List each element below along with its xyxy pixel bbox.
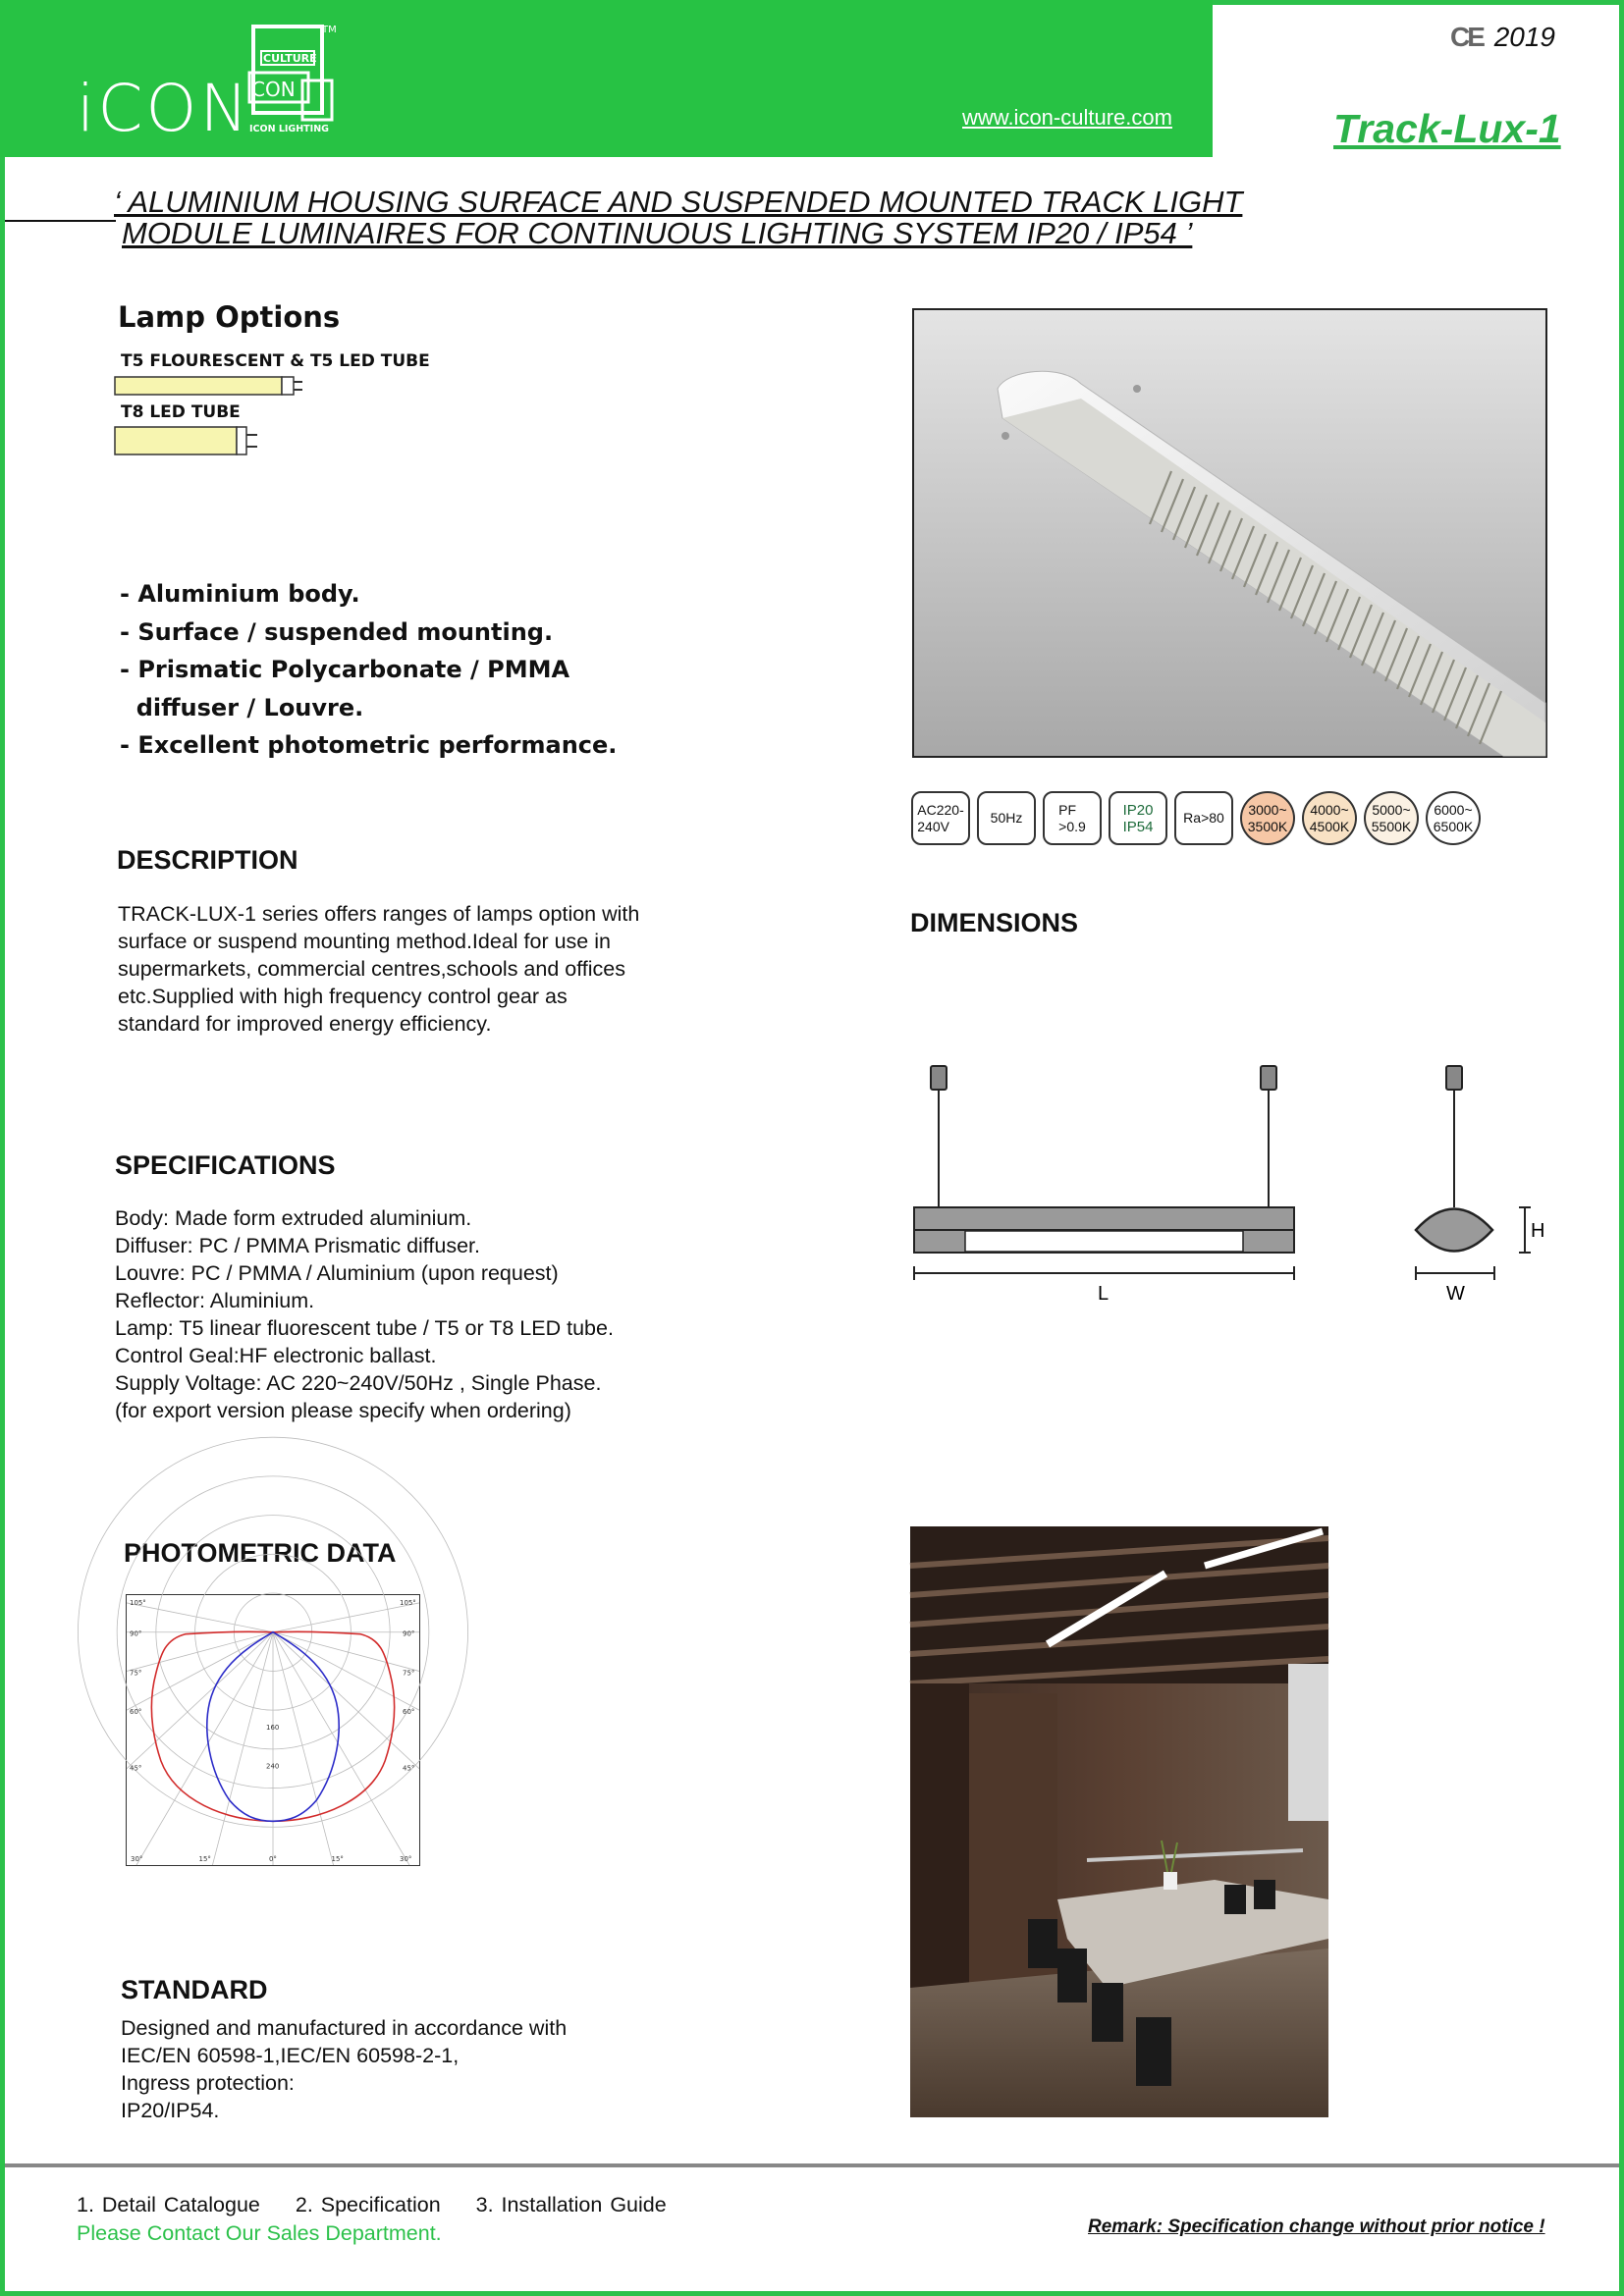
luminaire-image — [914, 310, 1545, 756]
badge-cct-3000: 3000~ 3500K — [1240, 791, 1295, 845]
footer-link-specification[interactable]: 2. Specification — [295, 2193, 441, 2216]
footer-contact: Please Contact Our Sales Department. — [77, 2221, 442, 2245]
polar-radial-label: 160 — [266, 1724, 280, 1733]
logo-tm: TM — [322, 25, 337, 35]
brand-logo-text: iCON — [77, 71, 251, 146]
footer-divider — [5, 2163, 1619, 2167]
lamp-option-t8-label: T8 LED TUBE — [121, 402, 241, 422]
lamp-option-t5-label: T5 FLOURESCENT & T5 LED TUBE — [121, 351, 430, 371]
ce-year — [1450, 22, 1555, 53]
photometric-title: PHOTOMETRIC DATA — [124, 1538, 397, 1568]
polar-angle-label: 75° — [403, 1669, 415, 1678]
badge-frequency: 50Hz — [977, 791, 1036, 845]
headline-line-1: ‘ ALUMINIUM HOUSING SURFACE AND SUSPENDED MOUNTED TRACK LIGHT — [114, 185, 1243, 219]
spec-badges — [911, 791, 1481, 845]
headline-line-2: MODULE LUMINAIRES FOR CONTINUOUS LIGHTING SYSTEM IP20 / IP54 ’ — [122, 216, 1193, 250]
headline-rule — [5, 220, 116, 222]
badge-power-factor: PF >0.9 — [1043, 791, 1102, 845]
t5-tube-icon — [114, 374, 306, 398]
standard-line: IP20/IP54. — [121, 2099, 220, 2122]
polar-angle-label: 75° — [130, 1669, 142, 1678]
badge-cct-4000: 4000~ 4500K — [1302, 791, 1357, 845]
polar-angle-label: 105° — [400, 1598, 416, 1607]
polar-angle-label: 60° — [130, 1708, 142, 1717]
photometric-polar-diagram — [126, 1594, 420, 1866]
polar-angle-label: 45° — [130, 1764, 142, 1773]
spec-line: Louvre: PC / PMMA / Aluminium (upon request) — [115, 1261, 559, 1285]
spec-line: Control Geal:HF electronic ballast. — [115, 1344, 437, 1367]
header-banner — [0, 0, 1213, 157]
application-photo — [910, 1526, 1328, 2117]
description-title: DESCRIPTION — [117, 845, 298, 875]
polar-angle-label: 60° — [403, 1708, 415, 1717]
ce-mark-icon: CE — [1450, 22, 1483, 52]
polar-angle-label: 105° — [130, 1598, 146, 1607]
logo-box-top-text: CULTURE — [263, 52, 317, 65]
brand-logo-mark — [245, 22, 344, 139]
polar-bottom-label: 30° — [400, 1855, 412, 1864]
polar-bottom-label: 15° — [198, 1855, 211, 1864]
t8-tube-icon — [114, 424, 261, 457]
description-text — [118, 900, 639, 1038]
description-line: standard for improved energy efficiency. — [118, 1012, 492, 1036]
standard-line: IEC/EN 60598-1,IEC/EN 60598-2-1, — [121, 2044, 460, 2067]
footer-remark: Remark: Specification change without prior notice ! — [1088, 2216, 1545, 2237]
standard-text — [121, 2014, 567, 2124]
polar-radial-label: 240 — [266, 1762, 280, 1771]
model-name: Track-Lux-1 — [1333, 106, 1561, 151]
footer-link-detail-catalogue[interactable]: 1. Detail Catalogue — [77, 2193, 260, 2216]
spec-line: (for export version please specify when ordering) — [115, 1399, 571, 1422]
website-link[interactable]: www.icon-culture.com — [962, 105, 1172, 130]
specifications-text — [115, 1204, 614, 1424]
feature-list — [120, 575, 617, 765]
spec-line: Diffuser: PC / PMMA Prismatic diffuser. — [115, 1234, 480, 1257]
logo-box-mid-text: CON — [251, 78, 296, 101]
badge-cct-5000: 5000~ 5500K — [1364, 791, 1419, 845]
dimension-length-label: L — [1098, 1283, 1110, 1305]
feature-item: - Aluminium body. — [120, 580, 360, 608]
meeting-room-image — [910, 1526, 1328, 2117]
polar-bottom-label: 0° — [269, 1855, 277, 1864]
product-photo — [912, 308, 1547, 758]
description-line: etc.Supplied with high frequency control gear as — [118, 985, 568, 1008]
polar-bottom-label: 15° — [331, 1855, 344, 1864]
description-line: TRACK-LUX-1 series offers ranges of lamps option with — [118, 902, 640, 926]
spec-line: Lamp: T5 linear fluorescent tube / T5 or T8 LED tube. — [115, 1316, 614, 1340]
headline — [114, 187, 1312, 249]
description-line: surface or suspend mounting method.Ideal for use in — [118, 930, 611, 953]
dimension-width-label: W — [1446, 1283, 1465, 1305]
feature-item: - Excellent photometric performance. — [120, 731, 618, 759]
badge-cct-6000: 6000~ 6500K — [1426, 791, 1481, 845]
dimensions-drawing — [903, 1050, 1545, 1315]
standard-title: STANDARD — [121, 1975, 268, 2004]
polar-angle-label: 90° — [403, 1629, 415, 1638]
dimension-height-label: H — [1531, 1220, 1545, 1242]
feature-item: diffuser / Louvre. — [120, 693, 364, 721]
spec-line: Reflector: Aluminium. — [115, 1289, 315, 1312]
standard-line: Ingress protection: — [121, 2071, 295, 2095]
feature-item: - Surface / suspended mounting. — [120, 617, 554, 646]
badge-ip-rating: IP20 IP54 — [1109, 791, 1167, 845]
badge-cri: Ra>80 — [1174, 791, 1233, 845]
dimensions-title: DIMENSIONS — [910, 908, 1079, 937]
badge-voltage: AC220- 240V — [911, 791, 970, 845]
polar-angle-label: 90° — [130, 1629, 142, 1638]
specifications-title: SPECIFICATIONS — [115, 1150, 336, 1180]
footer-link-installation-guide[interactable]: 3. Installation Guide — [475, 2193, 667, 2216]
spec-line: Body: Made form extruded aluminium. — [115, 1206, 472, 1230]
lamp-options-title: Lamp Options — [118, 300, 341, 334]
year-text: 2019 — [1493, 22, 1555, 52]
spec-line: Supply Voltage: AC 220~240V/50Hz , Single Phase. — [115, 1371, 602, 1395]
feature-item: - Prismatic Polycarbonate / PMMA — [120, 656, 570, 683]
polar-angle-label: 45° — [403, 1764, 415, 1773]
logo-caption: ICON LIGHTING — [249, 124, 329, 134]
polar-bottom-label: 30° — [131, 1855, 143, 1864]
standard-line: Designed and manufactured in accordance with — [121, 2016, 568, 2040]
description-line: supermarkets, commercial centres,schools and offices — [118, 957, 626, 981]
footer-links — [77, 2193, 694, 2217]
